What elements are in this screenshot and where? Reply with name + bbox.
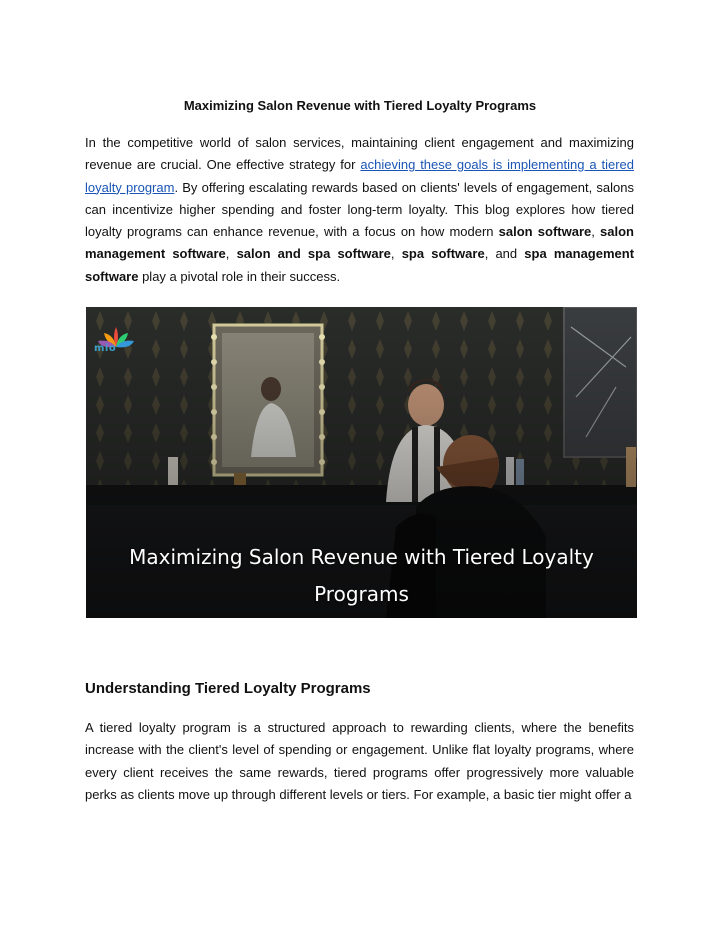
keyword-salon-software: salon software [498, 224, 592, 240]
intro-paragraph [85, 132, 634, 288]
hero-caption-line-2: Programs [314, 582, 409, 606]
separator: , and [484, 246, 525, 262]
keyword-salon-management-software: salon management software [85, 224, 634, 262]
hero-caption [86, 539, 637, 613]
separator: , [225, 246, 237, 262]
keyword-salon-and-spa-software: salon and spa software [236, 246, 391, 262]
keyword-spa-management-software: spa management software [85, 246, 635, 284]
lotus-logo-icon [92, 321, 140, 361]
intro-text-3: play a pivotal role in their success. [138, 268, 341, 284]
section-heading: Understanding Tiered Loyalty Programs [85, 680, 371, 697]
keyword-spa-software: spa software [401, 246, 485, 262]
loyalty-program-link[interactable]: achieving these goals is implementing a tiered loyalty program [85, 157, 634, 195]
hero-image [86, 307, 637, 618]
document-title: Maximizing Salon Revenue with Tiered Loyalty Programs [183, 98, 537, 113]
separator: , [390, 246, 402, 262]
section-paragraph: A tiered loyalty program is a structured approach to rewarding clients, where the benefits increase with the client's level of spending or engagement. Unlike flat loyalty programs, where every client receives the same rewards, tiered programs offer progressively more valuable perks as clients move up through different levels or tiers. For example, a basic tier might offer a [85, 720, 634, 802]
brand-text: mio [94, 343, 117, 354]
intro-text-1: In the competitive world of salon services, maintaining client engagement and maximizing revenue are crucial. One effective strategy for [85, 135, 634, 173]
hero-caption-line-1: Maximizing Salon Revenue with Tiered Loyalty [129, 545, 594, 569]
intro-text-2: . By offering escalating rewards based on clients' levels of engagement, salons can incentivize higher spending and foster long-term loyalty. This blog explores how tiered loyalty programs can enhance revenue, with a focus on how modern [85, 179, 634, 240]
separator: , [591, 224, 601, 240]
